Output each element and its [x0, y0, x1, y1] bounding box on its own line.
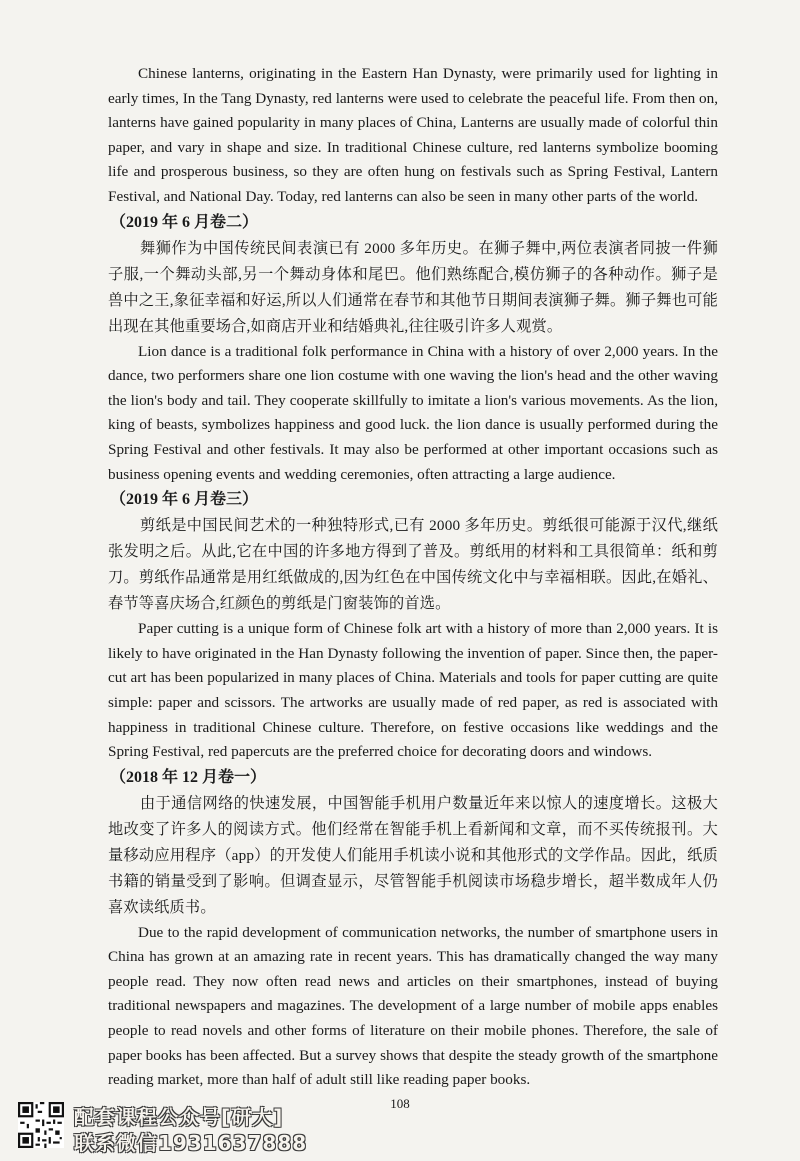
section-heading-2019-june-2: （2019 年 6 月卷二）: [110, 213, 259, 231]
footer-watermark-ad: [18, 1098, 318, 1156]
lion-dance-english-paragraph: Lion dance is a traditional folk performance in China with a history of over 2,000 years. In the dance, two performers share one lion costume with one waving the lion's head and the other waving the lion's body and tail. They cooperate skillfully to imitate a lion's various movements. As the lion, king of beasts, symbolizes happiness and good luck. the lion dance is usually performed during the Spring Festival and other festivals. It may also be performed at other important occasions such as business opening events and wedding ceremonies, often attracting a large audience.: [108, 342, 718, 483]
lantern-english-paragraph: Chinese lanterns, originating in the Eastern Han Dynasty, were primarily used for lighting in early times, In the Tang Dynasty, red lanterns were used to celebrate the peaceful life. From then on, lanterns have gained popularity in many places of China, Lanterns are usually made of colorful thin paper, and vary in shape and size. In traditional Chinese culture, red lanterns symbolize booming life and prosperous business, so they are often hung on festivals such as Spring Festival, Lantern Festival, and National Day. Today, red lanterns can also be seen in many other parts of the world.: [108, 65, 718, 205]
section-heading-2018-dec-1: （2018 年 12 月卷一）: [110, 768, 267, 786]
footer-ad-line-1: 配套课程公众号[研大]: [74, 1105, 284, 1129]
footer-ad-line-2: 联系微信1931637888: [74, 1131, 308, 1155]
page-number: 108: [390, 1096, 410, 1111]
smartphone-english-paragraph: Due to the rapid development of communication networks, the number of smartphone users in China has grown at an amazing rate in recent years. This has dramatically changed the way many people read. They now often read news and articles on their smartphones, instead of buying traditional newspapers and magazines. The development of a large number of mobile apps enables people to read novels and other forms of literature on their mobile phones. Therefore, the sale of paper books has been affected. But a survey shows that despite the steady growth of the smartphone reading market, more than half of adult still like reading paper books.: [108, 923, 718, 1089]
page-body: [108, 62, 718, 1093]
qr-code-icon: [18, 1102, 64, 1148]
paper-cutting-english-paragraph: Paper cutting is a unique form of Chinese folk art with a history of more than 2,000 years. It is likely to have originated in the Han Dynasty following the invention of paper. Since then, the paper-cut art has been popularized in many places of China. Materials and tools for paper cutting are quite simple: paper and scissors. The artworks are usually made of red paper, as red is associated with happiness in traditional Chinese culture. Therefore, on festive occasions like weddings and the Spring Festival, red papercuts are the preferred choice for decorating doors and windows.: [108, 620, 718, 761]
smartphone-chinese-paragraph: 由于通信网络的快速发展，中国智能手机用户数量近年来以惊人的速度增长。这极大地改变了许多人的阅读方式。他们经常在智能手机上看新闻和文章，而不买传统报刊。大量移动应用程序（app）的开发使人们能用手机读小说和其他形式的文学作品。因此，纸质书籍的销量受到了影响。但调查显示，尽管智能手机阅读市场稳步增长，超半数成年人仍喜欢读纸质书。: [108, 794, 718, 916]
lion-dance-chinese-paragraph: 舞狮作为中国传统民间表演已有 2000 多年历史。在狮子舞中,两位表演者同披一件狮子服,一个舞动头部,另一个舞动身体和尾巴。他们熟练配合,模仿狮子的各种动作。狮子是兽中之王,象征幸福和好运,所以人们通常在春节和其他节日期间表演狮子舞。狮子舞也可能出现在其他重要场合,如商店开业和结婚典礼,往往吸引许多人观赏。: [108, 239, 718, 335]
section-heading-2019-june-3: （2019 年 6 月卷三）: [110, 491, 259, 509]
paper-cutting-chinese-paragraph: 剪纸是中国民间艺术的一种独特形式,已有 2000 多年历史。剪纸很可能源于汉代,继纸张发明之后。从此,它在中国的许多地方得到了普及。剪纸用的材料和工具很简单：纸和剪刀。剪纸作品通常是用红纸做成的,因为红色在中国传统文化中与幸福相联。因此,在婚礼、春节等喜庆场合,红颜色的剪纸是门窗装饰的首选。: [108, 517, 718, 613]
